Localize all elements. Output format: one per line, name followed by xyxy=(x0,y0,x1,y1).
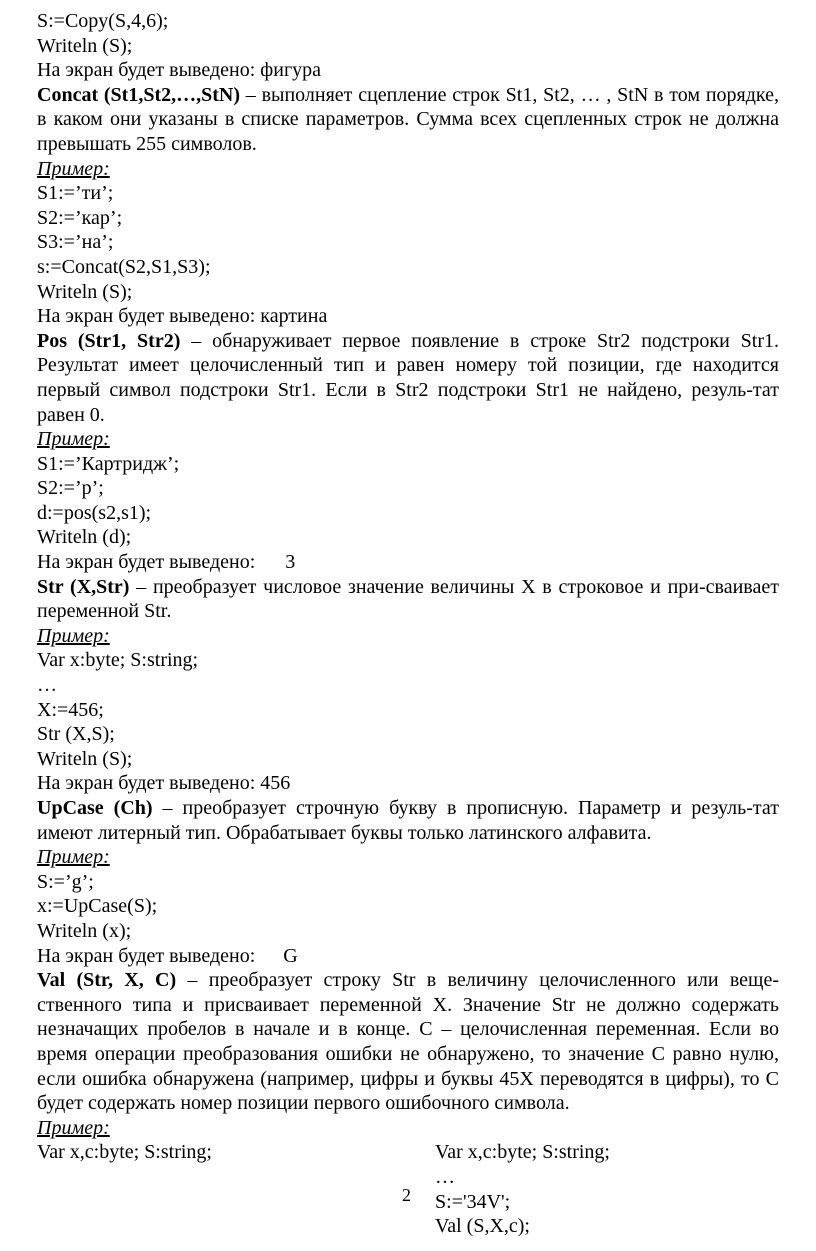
function-name: Val (Str, X, C) xyxy=(37,969,177,992)
code-line: Writeln (x); xyxy=(37,919,132,942)
val-description xyxy=(37,968,779,1116)
val-example-right xyxy=(435,1140,610,1238)
function-desc: – выполняет сцепление строк St1, St2, … , StN в том порядке, в каком они указаны в списке параметров. Сумма всех сцепленных строк не должна превышать 255 символов. xyxy=(37,83,779,155)
output-label: На экран будет выведено: xyxy=(37,944,256,967)
code-line: Str (X,S); xyxy=(37,723,115,746)
code-line: … xyxy=(37,674,57,697)
code-line: Writeln (S); xyxy=(37,34,133,57)
function-desc: – преобразует строчную букву в прописную. Параметр и резуль-тат имеют литерный тип. Обрабатывает буквы только латинского алфавита. xyxy=(37,797,779,844)
function-desc: – преобразует строку Str в величину целочисленного или веще-ственного типа и присваивает переменной X. Значение Str не должно содержать незначащих пробелов в начале и в конце. C – целочисленная переменная. Если во время операции преобразования ошибки не обнаружено, то значение C равно нулю, если ошибка обнаружена (например, цифры и буквы 45X переводятся в цифры), то C будет содержать номер позиции первого ошибочного символа. xyxy=(37,969,779,1115)
pos-description xyxy=(37,329,779,427)
function-name: Str (X,Str) xyxy=(37,575,130,598)
function-desc: – обнаруживает первое появление в строке Str2 подстроки Str1. Результат имеет целочисленный тип и равен номеру той позиции, где находится первый символ подстроки Str1. Если в Str2 подстроки Str1 не найдено, резуль-тат равен 0. xyxy=(37,329,780,426)
code-line: S2:=’кар’; xyxy=(37,206,123,229)
example-label: Пример: xyxy=(37,157,110,180)
output-line xyxy=(37,944,779,969)
output-line xyxy=(37,550,779,575)
function-name: Concat (St1,St2,…,StN) xyxy=(37,83,241,106)
code-line: Writeln (S); xyxy=(37,747,133,770)
code-line: S1:=’Картридж’; xyxy=(37,452,180,475)
function-desc: – преобразует числовое значение величины X в строковое и при-сваивает переменной Str. xyxy=(37,575,779,623)
output-value: 3 xyxy=(285,551,296,574)
example-label: Пример: xyxy=(37,428,110,451)
document-page xyxy=(37,9,779,1238)
concat-description xyxy=(37,83,779,157)
code-line: S2:=’р’; xyxy=(37,477,104,500)
function-name: Pos (Str1, Str2) xyxy=(37,329,181,352)
output-line: На экран будет выведено: фигура xyxy=(37,59,322,82)
code-line: … xyxy=(435,1165,455,1188)
code-line: X:=456; xyxy=(37,698,104,721)
code-line: S1:=’ти’; xyxy=(37,182,114,205)
output-line: На экран будет выведено: 456 xyxy=(37,772,291,795)
code-line: x:=UpCase(S); xyxy=(37,895,158,918)
code-line: Var x,c:byte; S:string; xyxy=(435,1141,610,1164)
output-value: G xyxy=(283,944,298,967)
example-label: Пример: xyxy=(37,624,110,647)
code-line: Val (S,X,c); xyxy=(435,1215,530,1238)
output-line: На экран будет выведено: картина xyxy=(37,305,328,328)
code-line: Var x:byte; S:string; xyxy=(37,649,199,672)
str-description xyxy=(37,575,779,624)
code-line: S:='34V'; xyxy=(435,1190,511,1213)
function-name: UpCase (Ch) xyxy=(37,797,153,819)
code-line: S:=Copy(S,4,6); xyxy=(37,10,169,32)
code-line: Var x,c:byte; S:string; xyxy=(37,1141,212,1164)
code-line: S3:=’на’; xyxy=(37,231,114,254)
code-line: d:=pos(s2,s1); xyxy=(37,501,152,524)
page-number: 2 xyxy=(402,1185,411,1205)
code-line: S:=’g’; xyxy=(37,870,94,893)
example-label: Пример: xyxy=(37,846,110,869)
code-line: Writeln (S); xyxy=(37,280,133,303)
val-example-left xyxy=(37,1140,212,1165)
example-label: Пример: xyxy=(37,1116,110,1139)
output-label: На экран будет выведено: xyxy=(37,551,256,574)
code-line: s:=Concat(S2,S1,S3); xyxy=(37,255,211,278)
code-line: Writeln (d); xyxy=(37,526,132,549)
upcase-description xyxy=(37,796,779,845)
